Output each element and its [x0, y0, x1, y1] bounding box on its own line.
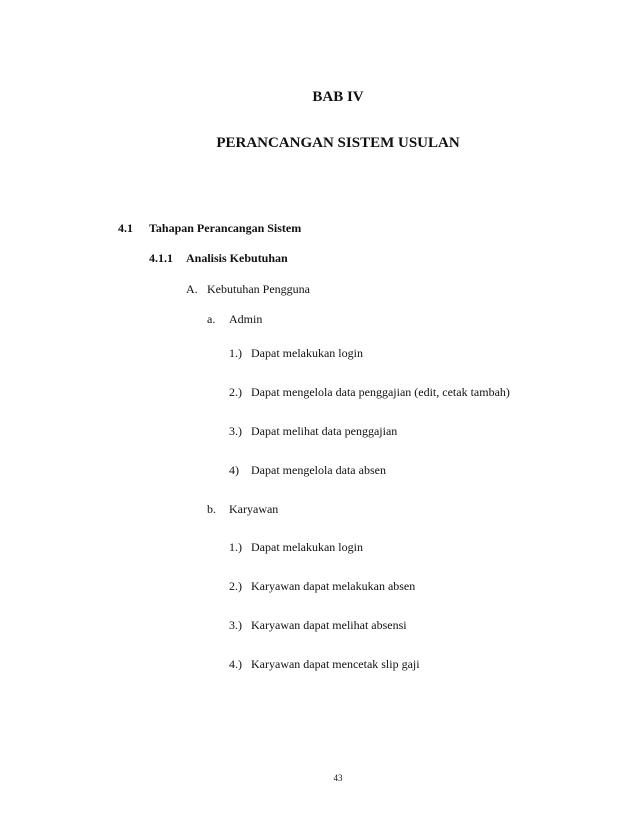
- role-marker: b.: [207, 502, 216, 516]
- list-item-marker: 2.): [229, 579, 242, 593]
- list-item-marker: 2.): [229, 385, 242, 399]
- list-item: Karyawan dapat mencetak slip gaji: [251, 657, 420, 671]
- list-item: Dapat mengelola data absen: [251, 463, 386, 477]
- list-item-marker: 1.): [229, 346, 242, 360]
- list-item-marker: 3.): [229, 618, 242, 632]
- section-number: 4.1: [118, 221, 133, 235]
- list-item: Dapat melihat data penggajian: [251, 424, 398, 438]
- section-title: Tahapan Perancangan Sistem: [149, 221, 302, 235]
- list-item-marker: 4): [229, 463, 239, 477]
- subsection-number: 4.1.1: [149, 251, 173, 265]
- role-marker: a.: [207, 312, 216, 326]
- list-item-marker: 1.): [229, 540, 242, 554]
- list-item: Karyawan dapat melihat absensi: [251, 618, 407, 632]
- list-item: Dapat melakukan login: [251, 346, 363, 360]
- list-item: Dapat melakukan login: [251, 540, 363, 554]
- chapter-title: PERANCANGAN SISTEM USULAN: [216, 135, 460, 151]
- subsection-title: Analisis Kebutuhan: [186, 251, 288, 265]
- role-title-admin: Admin: [229, 312, 263, 326]
- page-number: 43: [333, 773, 343, 783]
- group-title: Kebutuhan Pengguna: [207, 282, 310, 296]
- chapter-label: BAB IV: [312, 89, 364, 105]
- list-item-marker: 3.): [229, 424, 242, 438]
- role-title-karyawan: Karyawan: [229, 502, 279, 516]
- list-item-marker: 4.): [229, 657, 242, 671]
- list-item: Dapat mengelola data penggajian (edit, cetak tambah): [251, 385, 510, 399]
- group-marker: A.: [186, 282, 198, 296]
- list-item: Karyawan dapat melakukan absen: [251, 579, 416, 593]
